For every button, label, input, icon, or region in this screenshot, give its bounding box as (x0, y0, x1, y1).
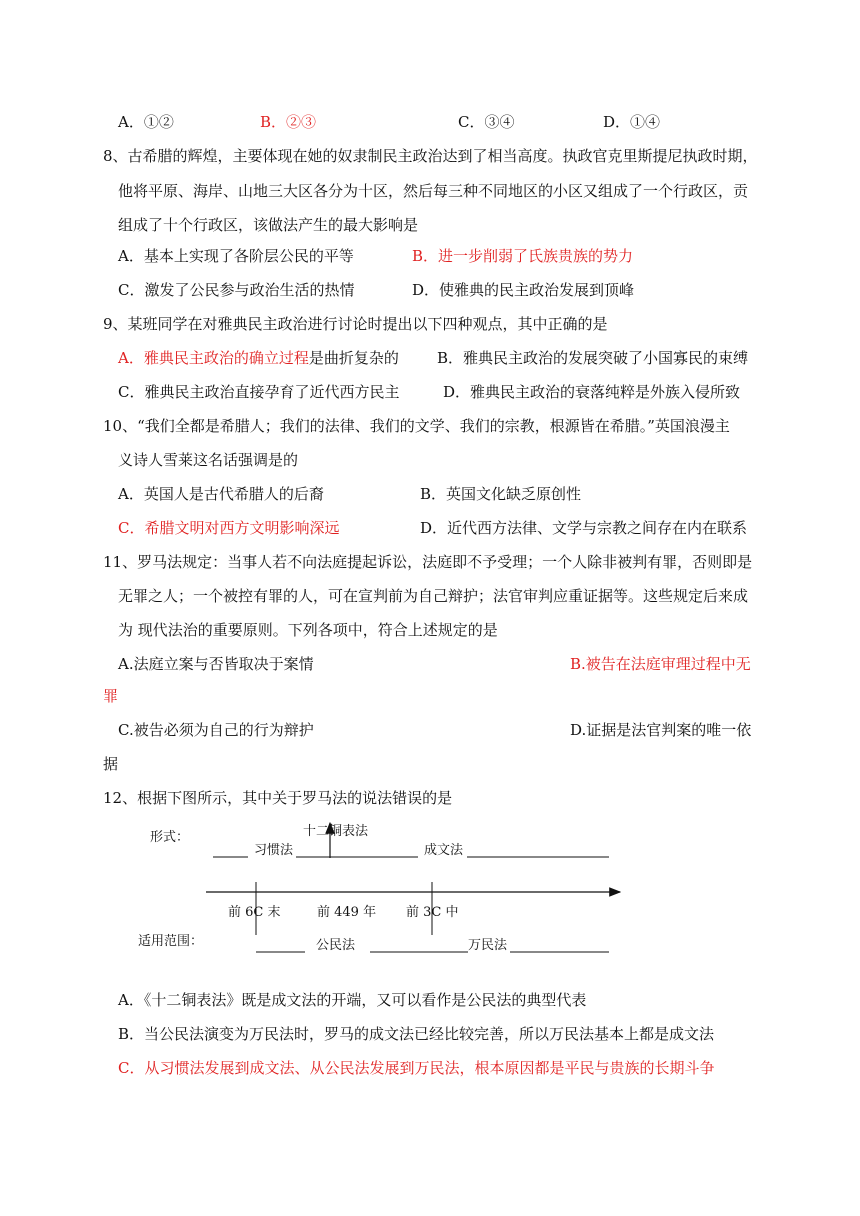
q8-option-a: A．基本上实现了各阶层公民的平等 (118, 247, 354, 265)
q12-option-c: C．从习惯法发展到成文法、从公民法发展到万民法，根本原因都是平民与贵族的长期斗争 (118, 1059, 715, 1077)
law-of-nations-label: 万民法 (468, 938, 508, 953)
q8-stem-line-1: 8、古希腊的辉煌，主要体现在她的奴隶制民主政治达到了相当高度。执政官克里斯提尼执政时期， (103, 147, 758, 165)
q11-option-b: B.被告在法庭审理过程中无 (570, 655, 751, 673)
scope-label: 适用范围： (138, 934, 204, 949)
q11-option-d-wrap: 据 (103, 755, 119, 773)
q11-stem-line-3: 为 现代法治的重要原则。下列各项中，符合上述规定的是 (118, 621, 498, 639)
time-label-6c: 前 6C 末 (228, 905, 281, 920)
q11-stem-line-2: 无罪之人；一个被控有罪的人，可在宣判前为自己辩护；法官审判应重证据等。这些规定后来成 (118, 587, 749, 605)
q11-option-c: C.被告必须为自己的行为辩护 (118, 721, 314, 739)
roman-law-timeline-diagram (0, 815, 860, 955)
q11-option-b-wrap: 罪 (103, 687, 119, 705)
time-label-449: 前 449 年 (317, 905, 377, 920)
q7-option-d: D．①④ (603, 113, 661, 131)
q11-stem-line-1: 11、罗马法规定：当事人若不向法庭提起诉讼，法庭即不予受理；一个人除非被判有罪，否则即是 (103, 553, 753, 571)
q10-stem-line-1: 10、“我们全都是希腊人；我们的法律、我们的文学、我们的宗教，根源皆在希腊。”英国浪漫主 (103, 417, 730, 435)
written-law-label: 成文法 (424, 843, 464, 858)
q8-option-c: C．激发了公民参与政治生活的热情 (118, 281, 355, 299)
time-label-3c: 前 3C 中 (406, 905, 459, 920)
q7-option-b: B．②③ (260, 113, 317, 131)
q10-option-d: D．近代西方法律、文学与宗教之间存在内在联系 (420, 519, 748, 537)
q8-stem-line-3: 组成了十个行政区，该做法产生的最大影响是 (118, 216, 419, 234)
q12-stem: 12、根据下图所示，其中关于罗马法的说法错误的是 (103, 789, 453, 807)
q9-option-c: C．雅典民主政治直接孕育了近代西方民主 (118, 383, 400, 401)
q10-option-c: C．希腊文明对西方文明影响深远 (118, 519, 340, 537)
q12-option-b: B．当公民法演变为万民法时，罗马的成文法已经比较完善，所以万民法基本上都是成文法 (118, 1025, 715, 1043)
q9-option-a-rest: 是曲折复杂的 (308, 349, 399, 367)
q10-option-b: B．英国文化缺乏原创性 (420, 485, 582, 503)
q7-option-c: C．③④ (458, 113, 515, 131)
customary-law-label: 习惯法 (254, 843, 294, 858)
q9-option-a (118, 348, 399, 368)
form-label: 形式： (150, 830, 190, 845)
q8-option-b: B．进一步削弱了氏族贵族的势力 (412, 247, 634, 265)
q8-option-d: D．使雅典的民主政治发展到顶峰 (412, 281, 635, 299)
q8-stem-line-2: 他将平原、海岸、山地三大区各分为十区，然后每三种不同地区的小区又组成了一个行政区，贡 (118, 182, 749, 200)
q9-option-b: B．雅典民主政治的发展突破了小国寡民的束缚 (437, 349, 749, 367)
civil-law-label: 公民法 (316, 938, 356, 953)
q12-option-a: A．《十二铜表法》既是成文法的开端，又可以看作是公民法的典型代表 (118, 991, 587, 1009)
q9-stem: 9、某班同学在对雅典民主政治进行讨论时提出以下四种观点，其中正确的是 (103, 315, 608, 333)
q10-stem-line-2: 义诗人雪莱这名话强调是的 (118, 451, 299, 469)
twelve-tables-label: 十二铜表法 (303, 824, 369, 839)
q9-option-a-highlight: A．雅典民主政治的确立过程 (118, 349, 309, 367)
q9-option-d: D．雅典民主政治的衰落纯粹是外族入侵所致 (443, 383, 741, 401)
q11-option-d: D.证据是法官判案的唯一依 (570, 721, 752, 739)
q7-option-a: A．①② (118, 113, 174, 131)
q11-option-a: A.法庭立案与否皆取决于案情 (118, 655, 314, 673)
q10-option-a: A．英国人是古代希腊人的后裔 (118, 485, 324, 503)
